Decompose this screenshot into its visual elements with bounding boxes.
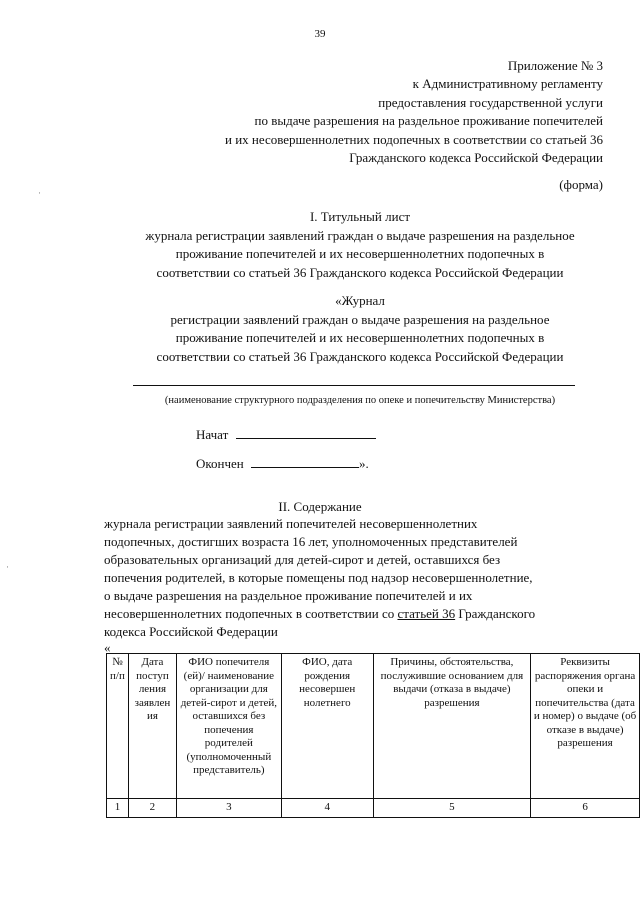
header-reasons: Причины, обстоятельства, послужившие основанием для выдачи (отказа в выдаче) разрешения (373, 654, 531, 799)
table-row (107, 799, 640, 818)
paragraph-line: о выдаче разрешения на раздельное проживание попечителей и их (104, 588, 473, 603)
column-number: 5 (373, 799, 531, 818)
started-blank (236, 427, 376, 439)
header-date: Дата поступ ления заявлен ия (128, 654, 176, 799)
started-label: Начат (196, 427, 229, 442)
finished-closing-quote: ». (359, 456, 369, 471)
appendix-line: предоставления государственной услуги (378, 94, 603, 110)
section1-heading: I. Титульный лист (309, 209, 411, 224)
section1-subtitle-line: соответствии со статьей 36 Гражданского кодекса Российской Федерации (156, 264, 564, 280)
header-number: № п/п (107, 654, 129, 799)
paragraph-line (104, 605, 604, 623)
appendix-line: по выдаче разрешения на раздельное проживание попечителей (254, 113, 603, 129)
page-number: 39 (314, 28, 326, 40)
journal-title-block (60, 292, 640, 366)
journal-table (106, 653, 640, 818)
journal-title-line: проживание попечителей и их несовершеннолетних подопечных в (175, 330, 545, 345)
appendix-line: и их несовершеннолетних подопечных в соответствии со статьей 36 (224, 131, 603, 147)
finished-field (196, 456, 369, 472)
title-page-heading-block (60, 208, 640, 282)
header-minor: ФИО, дата рождения несовершен нолетнего (281, 654, 373, 799)
finished-blank (251, 456, 359, 468)
paragraph-text: несовершеннолетних подопечных в соответствии со (104, 606, 398, 621)
section1-subtitle-line: проживание попечителей и их несовершеннолетних подопечных в (175, 246, 545, 261)
appendix-line: к Административному регламенту (412, 76, 603, 92)
form-label: (форма) (559, 177, 603, 192)
header-order-details: Реквизиты распоряжения органа опеки и попечительства (дата и номер) о выдаче (об отказе в выдаче) разрешения (531, 654, 640, 799)
department-name-caption: (наименование структурного подразделения по опеке и попечительству Министерства) (164, 395, 556, 406)
table-open-quote: « (104, 640, 111, 655)
started-field (196, 427, 376, 443)
journal-title-line: регистрации заявлений граждан о выдаче разрешения на раздельное (170, 311, 550, 327)
finished-label: Окончен (196, 456, 244, 471)
column-number: 1 (107, 799, 129, 818)
paragraph-line: попечения родителей, в которые помещены под надзор несовершеннолетние, (104, 570, 533, 585)
table-header-row (107, 654, 640, 799)
section2-paragraph (104, 515, 604, 641)
section1-subtitle-line: журнала регистрации заявлений граждан о выдаче разрешения на раздельное (145, 227, 575, 243)
journal-title-line: «Журнал (335, 293, 385, 308)
appendix-line: Гражданского кодекса Российской Федерации (349, 150, 603, 166)
header-guardian: ФИО попечителя (ей)/ наименование организации для детей-сирот и детей, оставшихся без попечения родителей (уполномоченный представитель) (176, 654, 281, 799)
column-number: 3 (176, 799, 281, 818)
journal-title-line: соответствии со статьей 36 Гражданского кодекса Российской Федерации (156, 348, 564, 364)
paragraph-line: подопечных, достигших возраста 16 лет, уполномоченных представителей (104, 534, 518, 549)
paragraph-text: Гражданского (455, 606, 536, 621)
column-number: 4 (281, 799, 373, 818)
column-number: 2 (128, 799, 176, 818)
scan-mark: · (6, 562, 9, 572)
paragraph-line: кодекса Российской Федерации (104, 624, 278, 639)
scan-mark: · (38, 188, 41, 198)
paragraph-line: образовательных организаций для детей-сирот и детей, оставшихся без (104, 552, 501, 567)
department-name-line (133, 385, 575, 386)
paragraph-line: журнала регистрации заявлений попечителей несовершеннолетних (104, 516, 478, 531)
column-number: 6 (531, 799, 640, 818)
appendix-line: Приложение № 3 (507, 58, 603, 73)
appendix-header (43, 57, 603, 167)
section2-heading: II. Содержание (278, 499, 362, 514)
article-36-link[interactable]: статьей 36 (397, 606, 456, 621)
